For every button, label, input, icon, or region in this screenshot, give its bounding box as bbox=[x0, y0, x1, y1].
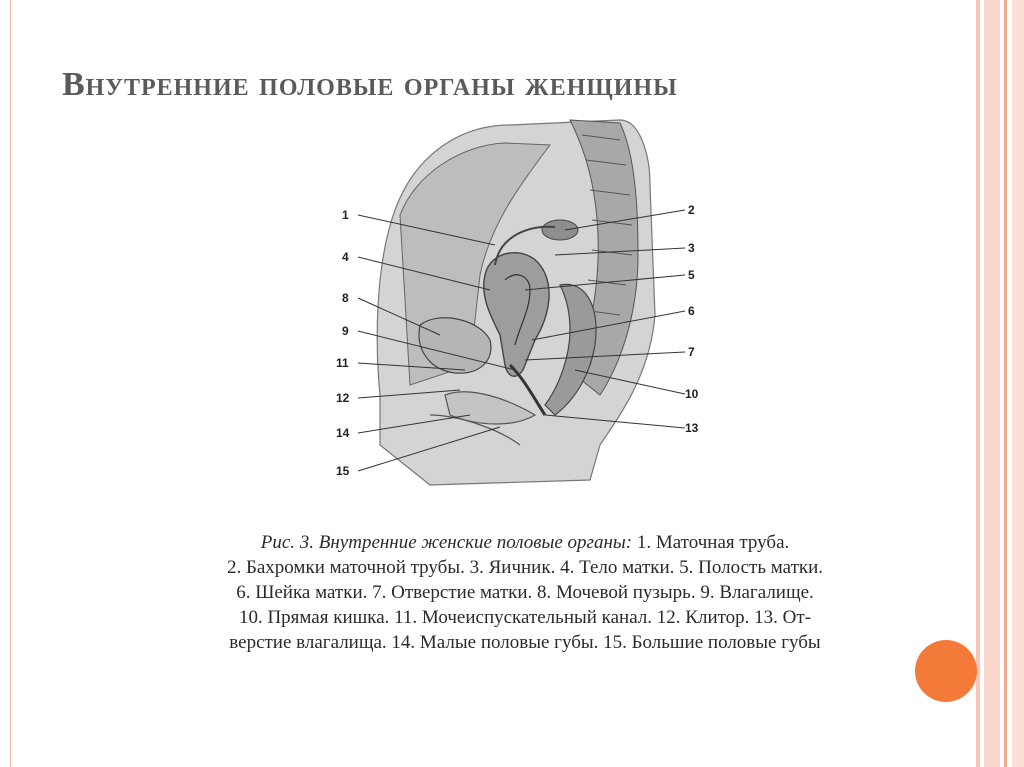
anatomy-illustration bbox=[320, 115, 740, 490]
figure-label: 10 bbox=[685, 387, 699, 401]
figure-label: 14 bbox=[336, 426, 350, 440]
decorative-circle bbox=[915, 640, 977, 702]
figure-label: 13 bbox=[685, 421, 699, 435]
decorative-stripes bbox=[976, 0, 1024, 767]
figure-label: 7 bbox=[688, 345, 695, 359]
figure-label: 6 bbox=[688, 304, 695, 318]
figure-label: 3 bbox=[688, 241, 695, 255]
caption-line: 2. Бахромки маточной трубы. 3. Яичник. 4. Тело матки. 5. Полость матки. bbox=[226, 557, 824, 578]
figure-label: 2 bbox=[688, 203, 695, 217]
caption-prefix: Рис. 3. Внутренние женские половые органы: bbox=[260, 532, 633, 553]
caption-line bbox=[170, 530, 880, 555]
anatomy-figure bbox=[320, 115, 740, 490]
caption-line: верстие влагалища. 14. Малые половые губы. 15. Большие половые губы bbox=[229, 632, 821, 653]
caption-line: 10. Прямая кишка. 11. Мочеиспускательный канал. 12. Клитор. 13. От- bbox=[238, 607, 812, 628]
caption-line: 6. Шейка матки. 7. Отверстие матки. 8. Мочевой пузырь. 9. Влагалище. bbox=[236, 582, 814, 603]
caption-text: 1. Маточная труба. bbox=[632, 532, 790, 553]
figure-caption bbox=[170, 530, 880, 655]
figure-label: 8 bbox=[342, 291, 349, 305]
figure-label: 4 bbox=[342, 250, 349, 264]
slide-title: Внутренние половые органы женщины bbox=[62, 66, 678, 103]
figure-label: 5 bbox=[688, 268, 695, 282]
figure-label: 1 bbox=[342, 208, 349, 222]
figure-label: 11 bbox=[336, 356, 349, 370]
figure-label: 9 bbox=[342, 324, 349, 338]
figure-label: 12 bbox=[336, 391, 350, 405]
figure-label: 15 bbox=[336, 464, 350, 478]
